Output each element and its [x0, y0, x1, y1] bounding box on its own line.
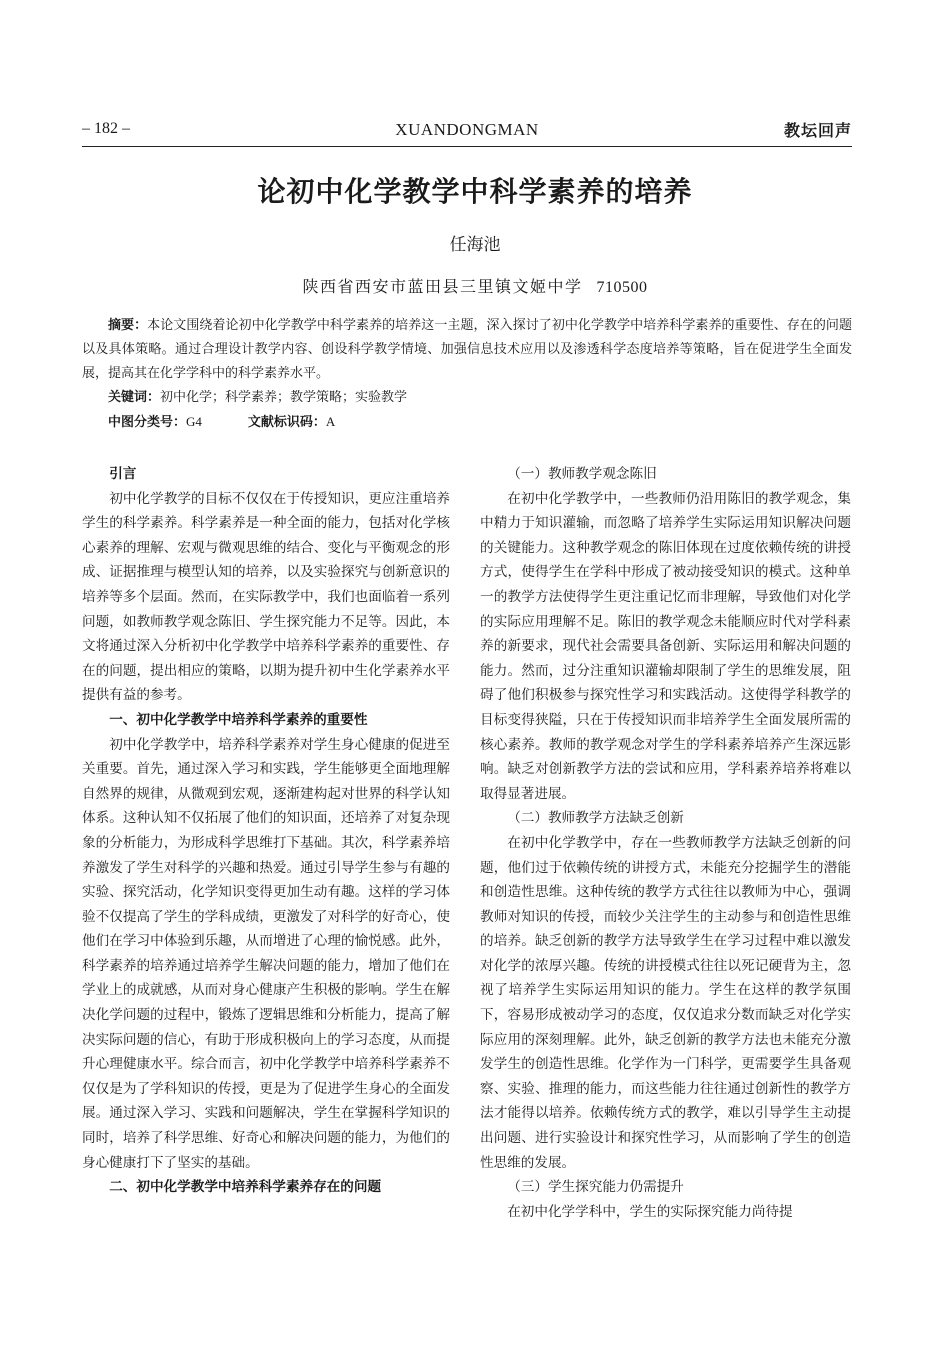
page-number: – 182 – [82, 120, 130, 137]
affiliation [0, 274, 950, 297]
doc-code-label: 文献标识码： [247, 415, 326, 430]
right-column [480, 462, 851, 1224]
subsection-1-heading: （一）教师教学观念陈旧 [507, 466, 657, 482]
clc-label: 中图分类号： [108, 415, 187, 430]
subsection-3-paragraph: 在初中化学学科中，学生的实际探究能力尚待提 [507, 1203, 793, 1220]
keywords [82, 386, 852, 410]
subsection-1-paragraph: 在初中化学教学中，一些教师仍沿用陈旧的教学观念，集中精力于知识灌输，而忽略了培养学生实际运用知识解决问题的关键能力。这种教学观念的陈旧体现在过度依赖传统的讲授方式，使得学生在学科中形成了被动接受知识的模式。这种单一的教学方法使得学生更注重记忆而非理解，导致他们对化学的实际应用理解不足。陈旧的教学观念未能顺应时代对学科素养的新要求，现代社会需要具备创新、实际运用和解决问题的能力。然而，过分注重知识灌输却限制了学生的思维发展，阻碍了他们积极参与探究性学习和实践活动。这使得学科教学的目标变得狭隘，只在于传授知识而非培养学生全面发展所需的核心素养。教师的教学观念对学生的学科素养培养产生深远影响。缺乏对创新教学方法的尝试和应用，学科素养培养将难以取得显著进展。 [480, 490, 851, 802]
subsection-2-paragraph: 在初中化学教学中，存在一些教师教学方法缺乏创新的问题，他们过于依赖传统的讲授方式，未能充分挖掘学生的潜能和创造性思维。这种传统的教学方式往往以教师为中心，强调教师对知识的传授，而较少关注学生的主动参与和创造性思维的培养。缺乏创新的教学方法导致学生在学习过程中难以激发对化学的浓厚兴趣。传统的讲授模式往往以死记硬背为主，忽视了培养学生实际运用知识的能力。学生在这样的教学氛围下，容易形成被动学习的态度，仅仅追求分数而缺乏对化学实际应用的深刻理解。此外，缺乏创新的教学方法也未能充分激发学生的创造性思维。化学作为一门科学，更需要学生具备观察、实验、推理的能力，而这些能力往往通过创新性的教学方法才能得以培养。依赖传统方式的教学，难以引导学生主动提出问题、进行实验设计和探究性学习，从而影响了学生的创造性思维的发展。 [480, 834, 851, 1171]
abstract [82, 314, 852, 386]
section-name: 教坛回声 [783, 121, 852, 140]
author-name: 任海池 [449, 235, 501, 255]
clc-value: G4 [186, 414, 202, 429]
intro-heading: 引言 [109, 466, 137, 482]
zip-code: 710500 [596, 279, 648, 296]
classification-line [82, 410, 852, 435]
journal-name: XUANDONGMAN [395, 120, 539, 139]
left-column [82, 462, 450, 1200]
subsection-2-heading: （二）教师教学方法缺乏创新 [507, 810, 684, 827]
doc-code-value: A [325, 414, 336, 429]
running-header [82, 118, 852, 144]
keywords-text: 初中化学；科学素养；教学策略；实验教学 [160, 390, 408, 405]
article-title: 论初中化学教学中科学素养的培养 [257, 175, 693, 208]
section-1-paragraph: 初中化学教学中，培养科学素养对学生身心健康的促进至关重要。首先，通过深入学习和实践，学生能够更全面地理解自然界的规律，从微观到宏观，逐渐建构起对世界的科学认知体系。这种认知不仅拓展了他们的知识面，还培养了对复杂现象的分析能力，为形成科学思维打下基础。其次，科学素养培养激发了学生对科学的兴趣和热爱。通过引导学生参与有趣的实验、探究活动，化学知识变得更加生动有趣。这样的学习体验不仅提高了学生的学科成绩，更激发了对科学的好奇心，使他们在学习中体验到乐趣，从而增进了心理的愉悦感。此外，科学素养的培养通过培养学生解决问题的能力，增加了他们在学业上的成就感，从而对身心健康产生积极的影响。学生在解决化学问题的过程中，锻炼了逻辑思维和分析能力，提高了解决实际问题的信心，有助于形成积极向上的学习态度，从而提升心理健康水平。综合而言，初中化学教学中培养科学素养不仅仅是为了学科知识的传授，更是为了促进学生身心的全面发展。通过深入学习、实践和问题解决，学生在掌握科学知识的同时，培养了科学思维、好奇心和解决问题的能力，为他们的身心健康打下了坚实的基础。 [82, 736, 450, 1171]
abstract-label: 摘要： [108, 318, 148, 333]
section-2-heading: 二、初中化学教学中培养科学素养存在的问题 [109, 1179, 382, 1196]
section-1-heading: 一、初中化学教学中培养科学素养的重要性 [109, 711, 368, 728]
abstract-text: 本论文围绕着论初中化学教学中科学素养的培养这一主题，深入探讨了初中化学教学中培养科学素养的重要性、存在的问题以及具体策略。通过合理设计教学内容、创设科学教学情境、加强信息技术应用以及渗透科学态度培养等策略，旨在促进学生全面发展，提高其在化学学科中的科学素养水平。 [82, 318, 852, 381]
intro-paragraph: 初中化学教学的目标不仅仅在于传授知识，更应注重培养学生的科学素养。科学素养是一种全面的能力，包括对化学核心素养的理解、宏观与微观思维的结合、变化与平衡观念的形成、证据推理与模型认知的培养，以及实验探究与创新意识的培养等多个层面。然而，在实际教学中，我们也面临着一系列问题，如教师教学观念陈旧、学生探究能力不足等。因此，本文将通过深入分析初中化学教学中培养科学素养的重要性、存在的问题，提出相应的策略，以期为提升初中生化学素养水平提供有益的参考。 [82, 490, 450, 704]
subsection-3-heading: （三）学生探究能力仍需提升 [507, 1179, 684, 1196]
abstract-block [82, 314, 852, 435]
keywords-label: 关键词： [108, 390, 161, 405]
affiliation-name: 陕西省西安市蓝田县三里镇文姬中学 [302, 277, 583, 296]
header-rule [82, 146, 852, 147]
